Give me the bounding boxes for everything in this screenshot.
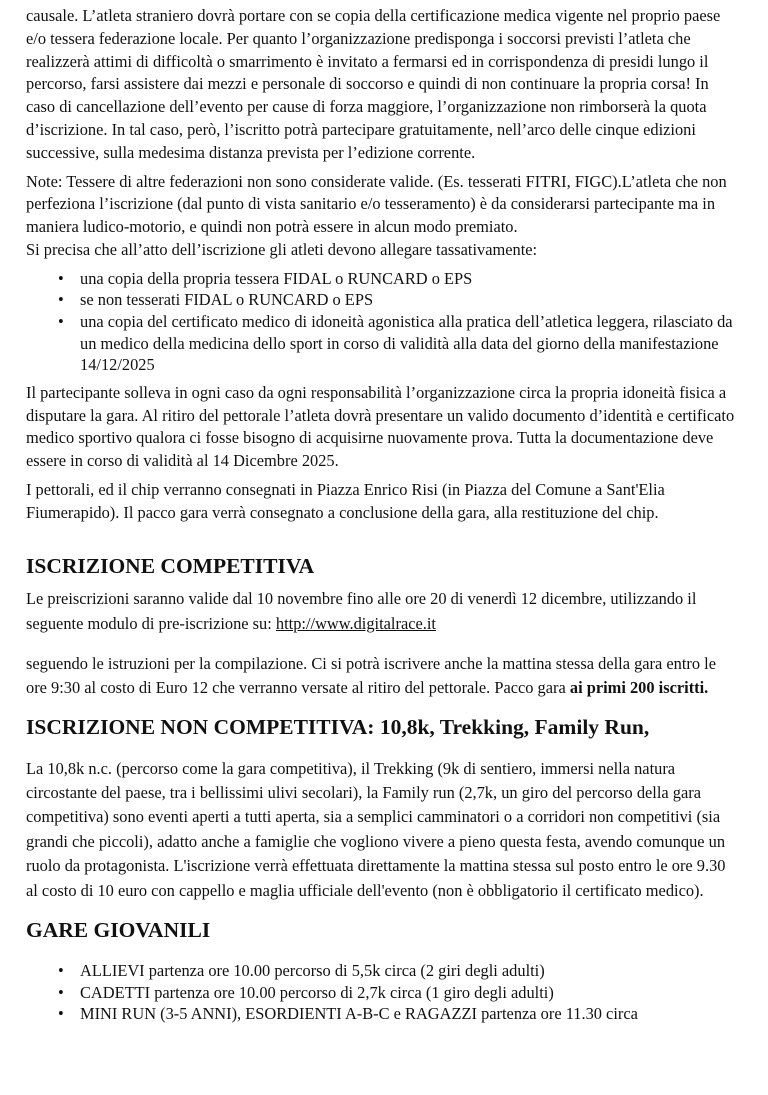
intro-paragraph: causale. L’atleta straniero dovrà portare con se copia della certificazione medica vigente nel proprio paese e/o tessera federazione locale. Per quanto l’organizzazione predisponga i soccorsi previsti l’atleta che realizzerà attimi di difficoltà o smarrimento è invitato a fermarsi ed in corrispondenza di presidi lungo il percorso, farsi assistere dai mezzi e personale di soccorso e quindi di non continuare la propria corsa! In caso di cancellazione dell’evento per cause di forza maggiore, l’organizzazione non rimborserà la quota d’iscrizione. In tal caso, però, l’iscritto potrà partecipare gratuitamente, nell’arco delle cinque edizioni successive, sulla medesima distanza prevista per l’edizione corrente. <box>26 6 721 162</box>
instructions-bold-text: ai primi 200 iscritti. <box>569 677 709 697</box>
bullet-icon: • <box>58 290 64 310</box>
list-item <box>58 268 740 290</box>
requirements-intro: Si precisa che all’atto dell’iscrizione gli atleti devono allegare tassativamente: <box>26 239 538 259</box>
list-item <box>58 289 740 311</box>
list-item-text: CADETTI partenza ore 10.00 percorso di 2,7k circa (1 giro degli adulti) <box>80 982 554 1002</box>
bullet-icon: • <box>58 1004 64 1024</box>
list-item <box>58 960 740 982</box>
note-paragraph: Note: Tessere di altre federazioni non sono considerate valide. (Es. tesserati FITRI, FIGC).L’atleta che non perfeziona l’iscrizione (dal punto di vista sanitario e/o tesseramento) è da considerarsi partecipante ma in maniera ludico-motorio, e quindi non potrà essere in alcun modo premiato. <box>26 171 727 237</box>
list-item-text: una copia del certificato medico di idoneità agonistica alla pratica dell’atletica leggera, rilasciato da un medico della medicina dello sport in corso di validità alla data del giorno della manifestazione 14/12/2025 <box>80 311 733 375</box>
bullet-icon: • <box>58 311 64 331</box>
list-item-text: ALLIEVI partenza ore 10.00 percorso di 5,5k circa (2 giri degli adulti) <box>80 960 545 980</box>
list-item-text: una copia della propria tessera FIDAL o RUNCARD o EPS <box>80 268 473 288</box>
instructions-paragraph <box>26 652 740 700</box>
list-item-text: MINI RUN (3-5 ANNI), ESORDIENTI A-B-C e RAGAZZI partenza ore 11.30 circa <box>80 1004 638 1024</box>
list-item <box>58 1003 740 1025</box>
requirements-list <box>26 268 740 376</box>
youth-races-list <box>26 960 740 1025</box>
list-item-text: se non tesserati FIDAL o RUNCARD o EPS <box>80 290 374 310</box>
section-heading-giovanili: GARE GIOVANILI <box>26 917 211 942</box>
digitalrace-link[interactable]: http://www.digitalrace.it <box>275 613 436 633</box>
preregistration-paragraph <box>26 586 740 636</box>
bib-pickup-paragraph: I pettorali, ed il chip verranno consegnati in Piazza Enrico Risi (in Piazza del Comune a Sant'Elia Fiumerapido). Il pacco gara verrà consegnato a conclusione della gara, alla restituzione del chip. <box>26 479 665 522</box>
section-heading-competitiva: ISCRIZIONE COMPETITIVA <box>26 553 315 578</box>
instructions-text: seguendo le istruzioni per la compilazione. Ci si potrà iscrivere anche la mattina stessa della gara entro le ore 9:30 al costo di Euro 12 che verranno versate al ritiro del pettorale. Pacco gara <box>26 653 716 697</box>
preregistration-text: Le preiscrizioni saranno valide dal 10 novembre fino alle ore 20 di venerdì 12 dicembre, utilizzando il seguente modulo di pre-iscrizione su: <box>26 588 697 633</box>
bullet-icon: • <box>58 982 64 1002</box>
list-item <box>58 311 740 376</box>
responsibility-paragraph: Il partecipante solleva in ogni caso da ogni responsabilità l’organizzazione circa la propria idoneità fisica a disputare la gara. Al ritiro del pettorale l’atleta dovrà presentare un valido documento d’identità e certificato medico sportivo qualora ci fosse bisogno di acquisirne nuovamente prova. Tutta la documentazione deve essere in corso di validità al 14 Dicembre 2025. <box>26 382 735 471</box>
bullet-icon: • <box>58 268 64 288</box>
section-heading-non-competitiva: ISCRIZIONE NON COMPETITIVA: 10,8k, Trekking, Family Run, <box>26 714 650 739</box>
non-competitive-paragraph: La 10,8k n.c. (percorso come la gara competitiva), il Trekking (9k di sentiero, immersi nella natura circostante del paese, tra i bellissimi ulivi secolari), la Family run (2,7k, un giro del percorso della gara competitiva) sono eventi aperti a tutti aperta, sia a semplici camminatori o a corridori non competitivi (sia grandi che piccoli), adatto anche a famiglie che vogliono vivere a pieno questa festa, avendo comunque un ruolo da protagonista. L'iscrizione verrà effettuata direttamente la mattina stessa sul posto entro le ore 9.30 al costo di 10 euro con cappello e maglia ufficiale dell'evento (non è obbligatorio il certificato medico). <box>26 758 726 900</box>
bullet-icon: • <box>58 960 64 980</box>
list-item <box>58 982 740 1004</box>
